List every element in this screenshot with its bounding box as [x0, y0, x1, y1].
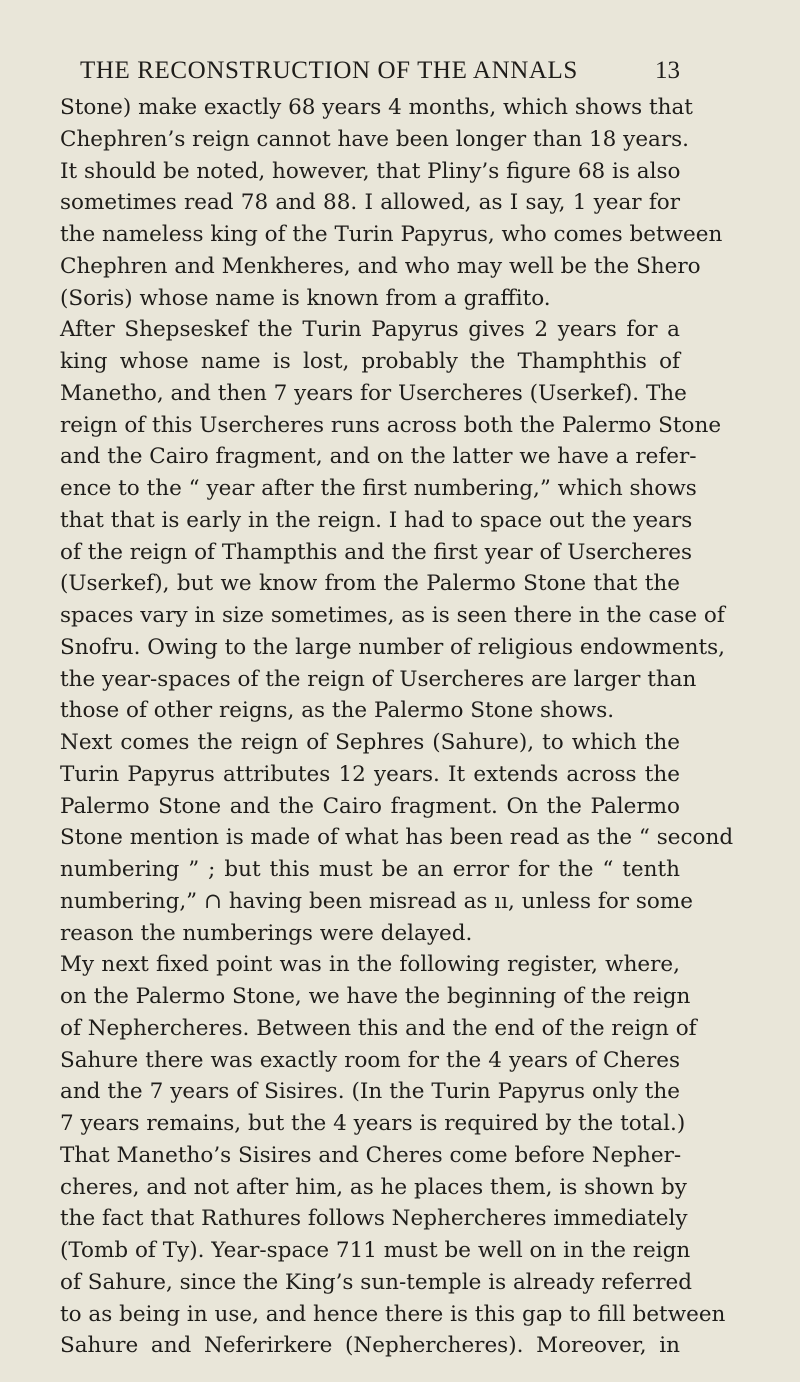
text-line: cheres, and not after him, as he places them, is shown by	[60, 1174, 687, 1200]
text-line: and the Cairo fragment, and on the latter we have a refer-	[60, 444, 697, 470]
text-line: (Tomb of Ty). Year-space 711 must be well on in the reign	[60, 1238, 691, 1263]
text-line: on the Palermo Stone, we have the beginning of the reign	[60, 984, 691, 1009]
text-line: numbering ” ; but this must be an error for the “ tenth	[60, 857, 680, 882]
text-line: That Manetho’s Sisires and Cheres come before Nepher-	[60, 1142, 682, 1168]
text-line: the year-spaces of the reign of Usercheres are larger than	[60, 666, 697, 692]
text-line: Manetho, and then 7 years for Usercheres (Userkef). The	[60, 380, 687, 406]
text-line: that that is early in the reign. I had to space out the years	[60, 507, 693, 533]
text-line: 7 years remains, but the 4 years is required by the total.)	[60, 1111, 686, 1136]
text-line: and the 7 years of Sisires. (In the Turin Papyrus only the	[60, 1079, 680, 1105]
text-line: Chephren’s reign cannot have been longer than 18 years.	[60, 126, 690, 152]
text-line: Stone) make exactly 68 years 4 months, which shows that	[60, 95, 693, 120]
text-line: It should be noted, however, that Pliny’s figure 68 is also	[60, 158, 681, 184]
text-line: Stone mention is made of what has been read as the “ second	[60, 825, 734, 851]
text-line: to as being in use, and hence there is this gap to fill between	[60, 1301, 726, 1327]
paragraph-end-line: (Soris) whose name is known from a graffito.	[60, 285, 551, 311]
text-line: Chephren and Menkheres, and who may well be the Shero	[60, 253, 701, 279]
body-text	[60, 92, 734, 1362]
text-line: After Shepseskef the Turin Papyrus gives 2 years for a	[60, 317, 680, 343]
text-line: Palermo Stone and the Cairo fragment. On the Palermo	[60, 793, 680, 819]
text-line: sometimes read 78 and 88. I allowed, as I say, 1 year for	[60, 190, 680, 216]
text-line: the fact that Rathures follows Nephercheres immediately	[60, 1206, 688, 1232]
running-title: THE RECONSTRUCTION OF THE ANNALS	[80, 57, 578, 84]
text-line: My next fixed point was in the following register, where,	[60, 952, 680, 978]
text-line: of Sahure, since the King’s sun-temple is already referred	[60, 1269, 692, 1295]
text-line: Snofru. Owing to the large number of religious endowments,	[60, 634, 725, 660]
text-line: ence to the “ year after the first numbering,” which shows	[60, 476, 697, 501]
text-line: Next comes the reign of Sephres (Sahure), to which the	[60, 730, 680, 755]
paragraph-end-line: reason the numberings were delayed.	[60, 920, 473, 946]
text-line: the nameless king of the Turin Papyrus, who comes between	[60, 222, 723, 247]
running-head	[80, 56, 680, 90]
text-line: Sahure there was exactly room for the 4 years of Cheres	[60, 1047, 680, 1073]
text-line: spaces vary in size sometimes, as is seen there in the case of	[60, 603, 725, 628]
text-line: of Nephercheres. Between this and the end of the reign of	[60, 1015, 697, 1041]
text-line: (Userkef), but we know from the Palermo Stone that the	[60, 571, 680, 597]
text-line: reign of this Usercheres runs across both the Palermo Stone	[60, 412, 722, 438]
text-line: Turin Papyrus attributes 12 years. It extends across the	[60, 761, 680, 787]
text-line: king whose name is lost, probably the Thamphthis of	[60, 349, 680, 374]
text-line: Sahure and Neferirkere (Nephercheres). Moreover, in	[60, 1333, 680, 1359]
text-line: numbering,” ∩ having been misread as ıı, unless for some	[60, 888, 693, 914]
paragraph-end-line: those of other reigns, as the Palermo Stone shows.	[60, 698, 615, 724]
text-line: of the reign of Thampthis and the first year of Usercheres	[60, 539, 692, 565]
page-number: 13	[655, 57, 680, 84]
